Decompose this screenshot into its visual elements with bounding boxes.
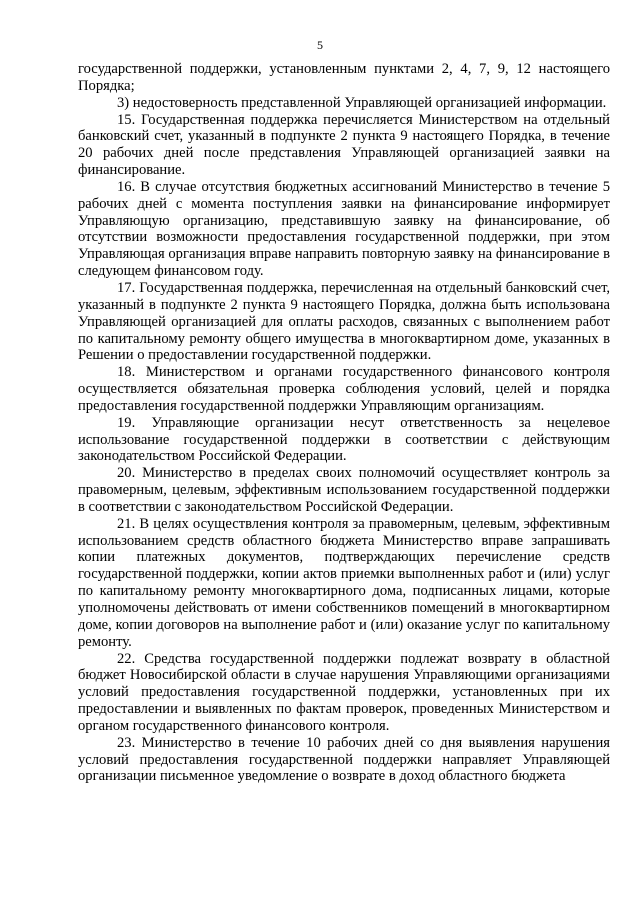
paragraph-22: 22. Средства государственной поддержки подлежат возврату в областной бюджет Новосибирской области в случае нарушения Управляющими организациями условий предоставления государственной поддержки, установленных при их предоставлении и выявленных по фактам проверок, проведенных Министерством и органом государственного финансового контроля. — [78, 650, 610, 734]
paragraph-19: 19. Управляющие организации несут ответственность за нецелевое использование государственной поддержки в соответствии с действующим законодательством Российской Федерации. — [78, 414, 610, 465]
document-body — [78, 61, 610, 785]
paragraph-17: 17. Государственная поддержка, перечисленная на отдельный банковский счет, указанный в подпункте 2 пункта 9 настоящего Порядка, должна быть использована Управляющей организацией для оплаты расходов, связанных с выполнением работ по капитальному ремонту общего имущества в многоквартирном доме, указанных в Решении о предоставлении государственной поддержки. — [78, 279, 610, 364]
paragraph-18: 18. Министерством и органами государственного финансового контроля осуществляется обязательная проверка соблюдения условий, целей и порядка предоставления государственной поддержки Управляющим организациям. — [78, 364, 610, 414]
paragraph-item-3: 3) недостоверность представленной Управляющей организацией информации. — [117, 94, 607, 111]
page-number: 5 — [317, 38, 323, 52]
paragraph-15: 15. Государственная поддержка перечисляется Министерством на отдельный банковский счет, указанный в подпункте 2 пункта 9 настоящего Порядка, в течение 20 рабочих дней после представления Управляющей организацией заявки на финансирование. — [78, 111, 610, 179]
paragraph-continuation: государственной поддержки, установленным пунктами 2, 4, 7, 9, 12 настоящего Порядка; — [78, 61, 610, 94]
paragraph-16: 16. В случае отсутствия бюджетных ассигнований Министерство в течение 5 рабочих дней с момента поступления заявки на финансирование информирует Управляющую организацию, представившую заявку на финансирование, об отсутствии возможности предоставления государственной поддержки, при этом Управляющая организация вправе направить повторную заявку на финансирование в следующем финансовом году. — [78, 178, 610, 280]
paragraph-21: 21. В целях осуществления контроля за правомерным, целевым, эффективным использованием средств областного бюджета Министерство вправе запрашивать копии платежных документов, подтверждающих перечисление средств государственной поддержки, копии актов приемки выполненных работ и (или) услуг по капитальному ремонту многоквартирного дома, подписанных лицами, которые уполномочены действовать от имени собственников помещений в многоквартирном доме, копии договоров на выполнение работ и (или) оказание услуг по капитальному ремонту. — [78, 515, 610, 650]
paragraph-23: 23. Министерство в течение 10 рабочих дней со дня выявления нарушения условий предоставления государственной поддержки направляет Управляющей организации письменное уведомление о возврате в доход областного бюджета — [78, 734, 610, 785]
paragraph-20: 20. Министерство в пределах своих полномочий осуществляет контроль за правомерным, целевым, эффективным использованием государственной поддержки в соответствии с законодательством Российской Федерации. — [78, 465, 610, 515]
